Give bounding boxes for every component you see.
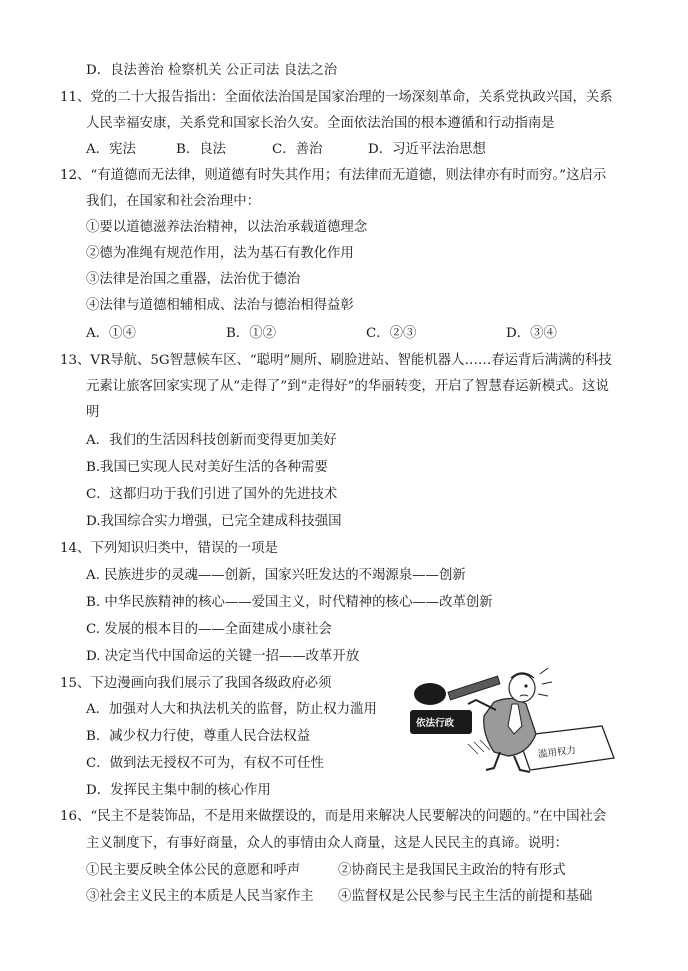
- q11-option-a[interactable]: A．宪法: [86, 142, 136, 157]
- q13-option-b[interactable]: B.我国已实现人民对美好生活的各种需要: [86, 460, 328, 475]
- q12-option-a[interactable]: A．①④: [86, 326, 136, 341]
- q14-option-b[interactable]: B. 中华民族精神的核心——爱国主义，时代精神的核心——改革创新: [86, 595, 493, 610]
- q12-option-d[interactable]: D．③④: [506, 326, 557, 341]
- q14-option-d[interactable]: D. 决定当代中国命运的关键一招——改革开放: [86, 649, 360, 664]
- q14-stem: 14、下列知识归类中，错误的一项是: [60, 541, 278, 556]
- q16-stem-line-2: 主义制度下，有事好商量，众人的事情由众人商量，这是人民民主的真谛。说明：: [86, 836, 569, 851]
- q12-option-b[interactable]: B．①②: [226, 326, 277, 341]
- q15-stem: 15、下边漫画向我们展示了我国各级政府必须: [60, 676, 332, 691]
- q16-statement-2: ②协商民主是我国民主政治的特有形式: [338, 863, 566, 878]
- q16-statement-1: ①民主要反映全体公民的意愿和呼声: [86, 863, 301, 878]
- q12-statement-1: ①要以道德滋养法治精神，以法治承载道德理念: [86, 220, 368, 235]
- cartoon-hammer-label: 依法行政: [416, 718, 455, 729]
- q15-option-b[interactable]: B．减少权力行使，尊重人民合法权益: [86, 729, 311, 744]
- q14-option-c[interactable]: C. 发展的根本目的——全面建成小康社会: [86, 622, 332, 637]
- q12-statement-2: ②德为准绳有规范作用，法为基石有教化作用: [86, 246, 354, 261]
- q11-option-b[interactable]: B．良法: [176, 142, 227, 157]
- q13-option-d[interactable]: D.我国综合实力增强，已完全建成科技强国: [86, 514, 342, 529]
- q16-stem-line-1: 16、“民主不是装饰品，不是用来做摆设的，而是用来解决人民要解决的问题的。”在中国社会: [60, 809, 607, 824]
- q13-option-a[interactable]: A．我们的生活因科技创新而变得更加美好: [86, 433, 337, 448]
- q13-stem-line-3: 明: [86, 405, 100, 420]
- q16-statement-3: ③社会主义民主的本质是人民当家作主: [86, 889, 314, 904]
- cartoon-paper-label: 滥用权力: [537, 744, 577, 761]
- q12-stem-line-1: 12、“有道德而无法律，则道德有时失其作用；有法律而无道德，则法律亦有时而穷。”这启示: [60, 168, 607, 183]
- q13-stem-line-1: 13、VR导航、5G智慧候车区、“聪明”厕所、刷脸进站、智能机器人……春运背后满满的科技: [60, 353, 612, 368]
- q15-option-a[interactable]: A．加强对人大和执法机关的监督，防止权力滥用: [86, 702, 377, 717]
- q16-statement-4: ④监督权是公民参与民主生活的前提和基础: [338, 889, 593, 904]
- q14-option-a[interactable]: A. 民族进步的灵魂——创新，国家兴旺发达的不竭源泉——创新: [86, 568, 466, 583]
- q12-stem-line-2: 我们，在国家和社会治理中：: [86, 194, 261, 209]
- q15-cartoon-image: [408, 664, 620, 776]
- q11-option-c[interactable]: C．善治: [272, 142, 323, 157]
- q12-statement-3: ③法律是治国之重器，法治优于德治: [86, 272, 301, 287]
- q15-option-d[interactable]: D．发挥民主集中制的核心作用: [86, 783, 271, 798]
- q11-option-d[interactable]: D．习近平法治思想: [368, 142, 486, 157]
- q11-stem-line-2: 人民幸福安康，关系党和国家长治久安。全面依法治国的根本遵循和行动指南是: [86, 116, 555, 131]
- q11-stem-line-1: 11、党的二十大报告指出：全面依法治国是国家治理的一场深刻革命，关系党执政兴国，关系: [60, 90, 613, 105]
- q10-option-d: D．良法善治 检察机关 公正司法 良法之治: [86, 63, 338, 78]
- q13-option-c[interactable]: C．这都归功于我们引进了国外的先进技术: [86, 487, 338, 502]
- q12-option-c[interactable]: C．②③: [366, 326, 417, 341]
- q13-stem-line-2: 元素让旅客回家实现了从“走得了”到“走得好”的华丽转变，开启了智慧春运新模式。这说: [86, 379, 609, 394]
- q15-option-c[interactable]: C．做到法无授权不可为，有权不可任性: [86, 756, 324, 771]
- q12-statement-4: ④法律与道德相辅相成、法治与德治相得益彰: [86, 298, 354, 313]
